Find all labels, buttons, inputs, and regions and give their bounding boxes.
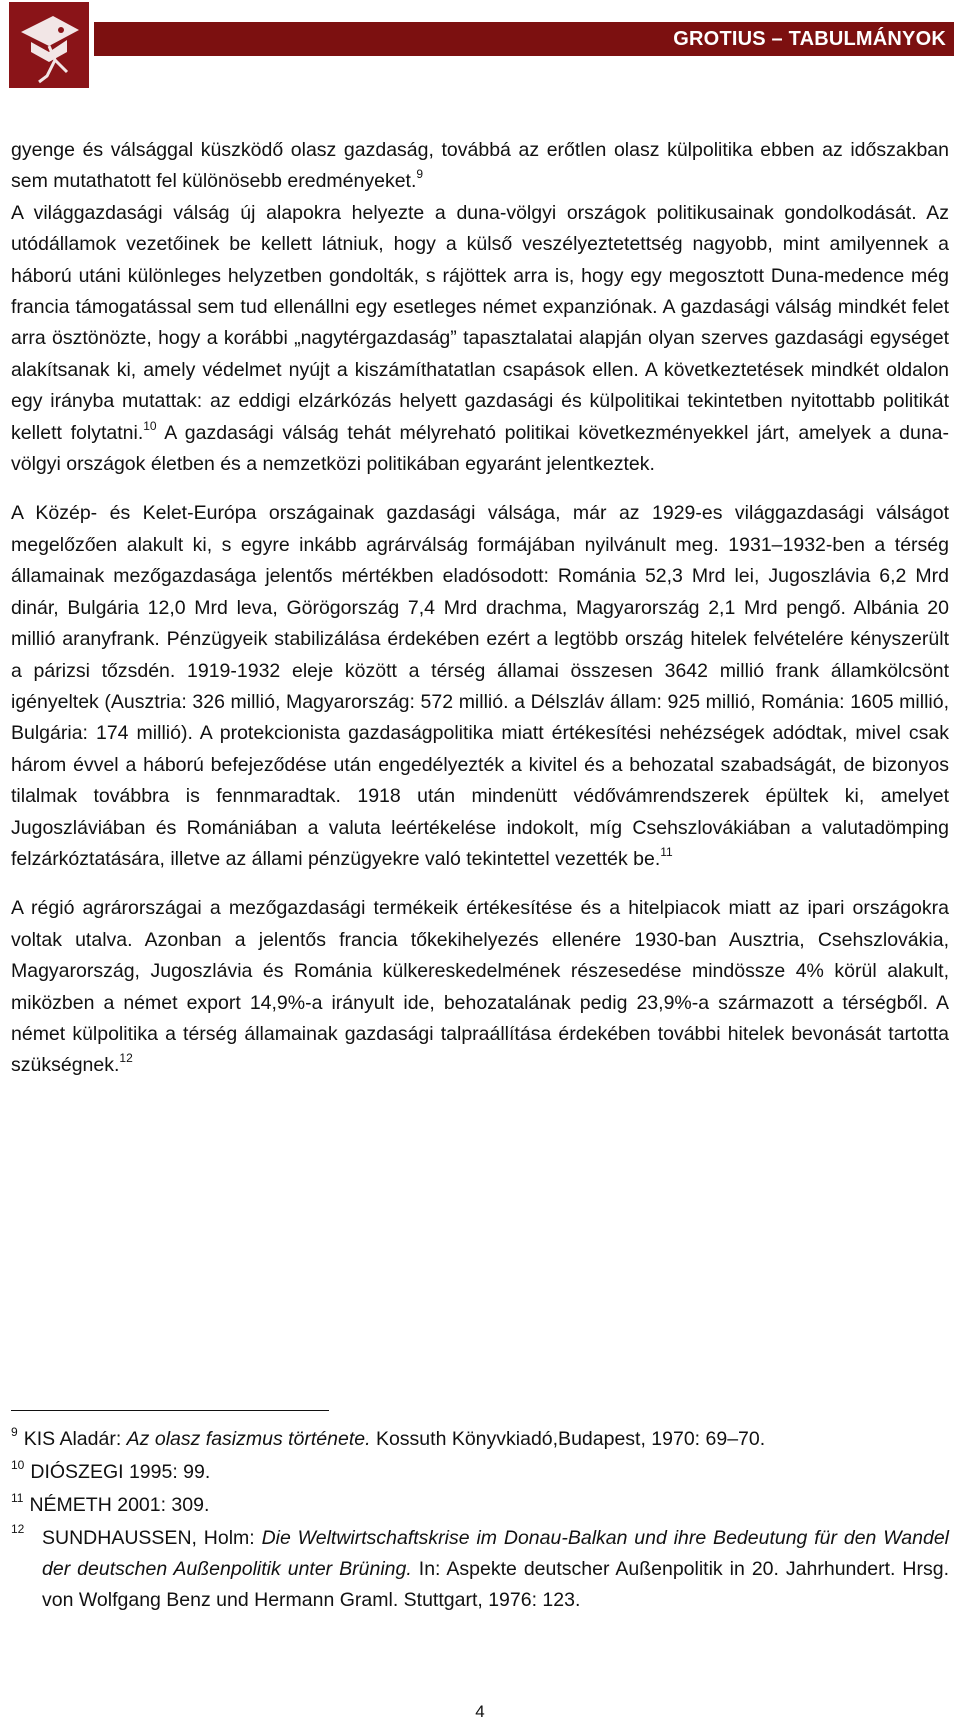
page-number: 4 [475,1702,485,1721]
footnotes [11,1424,949,1616]
footnote-number: 12 [11,1522,25,1536]
paragraph-text: A Közép- és Kelet-Európa országainak gazdasági válsága, már az 1929-es világgazdasági válságot megelőzően alakult ki, s egyre inkább agrárválság formájában nyilvánult meg. 1931–1932-ben a térség államainak mezőgazdasága jelentős mértékben eladósodott: Románia 52,3 Mrd lei, Jugoszlávia 6,2 Mrd dinár, Bulgária 12,0 Mrd leva, Görögország 7,4 Mrd drachma, Magyarország 2,1 Mrd pengő. Albánia 20 millió aranyfrank. Pénzügyeik stabilizálása érdekében ezért a legtöbb ország hitelek felvételére kényszerült a párizsi tőzsdén. 1919-1932 eleje között a térség államai összesen 3642 millió frank államkölcsönt igényeltek (Ausztria: 326 millió, Magyarország: 572 millió. a Délszláv állam: 925 millió, Románia: 1605 millió, Bulgária: 174 millió). A protekcionista gazdaságpolitika miatt értékesítési nehézségek adódtak, mivel csak három évvel a háború befejeződése után engedélyezték a kivitel és a behozatal szabadságát, de bizonyos tilalmak továbbra is fennmaradtak. 1918 után mindenütt védővámrendszerek épültek ki, amelyet Jugoszláviában és Romániában a valuta leértékelése indokolt, míg Csehszlovákiában a valutadömping felzárkóztatására, illetve az állami pénzügyekre való tekintettel vezették be. [11,502,949,870]
header-title: GROTIUS – TABULMÁNYOK [673,28,946,50]
page-header [0,0,960,90]
footnote-author: KIS Aladár: [23,1428,127,1450]
header-band [94,22,954,56]
footnote [11,1523,949,1616]
main-text [11,135,949,1100]
footnote-text: NÉMETH 2001: 309. [29,1494,210,1516]
footnote-author: SUNDHAUSSEN, Holm: [42,1527,262,1549]
footnote-number: 11 [11,1491,24,1505]
paragraph [11,893,949,1081]
footnote [11,1490,949,1523]
footnote-ref[interactable]: 9 [416,167,424,182]
paragraph-text: A régió agrárországai a mezőgazdasági termékeik értékesítése és a hitelpiacok miatt az ipari országokra voltak utalva. Azonban a jelentős francia tőkekihelyezés ellenére 1930-ban Ausztria, Csehszlovákia, Magyarország, Jugoszlávia és Románia külkereskedelmének részesedése mindössze 4% körül alakult, miközben a német export 14,9%-a irányult ide, behozatalának pedig 23,9%-a származott a térségből. A német külpolitika a térség államainak gazdasági talpraállítása érdekében további hitelek bevonását tartotta szükségnek. [11,897,949,1077]
paragraph-text: A világgazdasági válság új alapokra helyezte a duna-völgyi országok politikusainak gondolkodását. Az utódállamok vezetőinek be kellett látniuk, hogy a külső veszélyeztetettség nagyobb, mint amilyennek a háború utáni különleges helyzetben gondolták, s rájöttek arra is, hogy egy megosztott Duna-medence még francia támogatással sem tud ellenállni egy esetleges német expanziónak. A gazdasági válság mindkét felet arra ösztönözte, hogy a korábbi „nagytérgazdaság” tapasztalatai alapján olyan szerves gazdasági egységet alakítsanak ki, amely védelmet nyújt a kiszámíthatatlan csapások ellen. A következtetések mindkét oldalon egy irányba mutattak: az eddigi elzárkózás helyett gazdasági és külpolitikai tekintetben nyitottabb politikát kellett folytatni. [11,201,949,444]
footnote-rest: In: Aspekte deutscher Außenpolitik in 20. Jahrhundert. Hrsg. von Wolfgang Benz und Hermann Graml. Stuttgart, 1976: 123. [42,1558,949,1611]
footnote-rest: Kossuth Könyvkiadó,Budapest, 1970: 69–70. [370,1428,766,1450]
footnote-ref[interactable]: 11 [660,844,673,859]
paragraph [11,198,949,481]
footnote [11,1424,949,1457]
paragraph [11,135,949,198]
footnote-title: Az olasz fasizmus története. [126,1428,371,1450]
grotius-bird-logo-icon [9,2,89,88]
footnote-ref[interactable]: 10 [143,418,157,433]
footnote [11,1457,949,1490]
paragraph [11,498,949,875]
paragraph-text: gyenge és válsággal küszködő olasz gazdaság, továbbá az erőtlen olasz külpolitika ebben az időszakban sem mutathatott fel különösebb eredményeket. [11,139,949,193]
footnote-title: Die Weltwirtschaftskrise im Donau-Balkan und ihre Bedeutung für den Wandel der deutschen Außenpolitik unter Brüning. [42,1527,950,1580]
footnote-number: 10 [11,1458,25,1472]
footnote-number: 9 [11,1425,18,1439]
paragraph-text: A gazdasági válság tehát mélyreható politikai következményekkel járt, amelyek a duna-völgyi országok életben és a nemzetközi politikában egyaránt jelentkeztek. [11,421,950,476]
footnote-separator [11,1410,329,1411]
footnote-text: DIÓSZEGI 1995: 99. [30,1461,211,1483]
footnote-ref[interactable]: 12 [119,1051,133,1066]
